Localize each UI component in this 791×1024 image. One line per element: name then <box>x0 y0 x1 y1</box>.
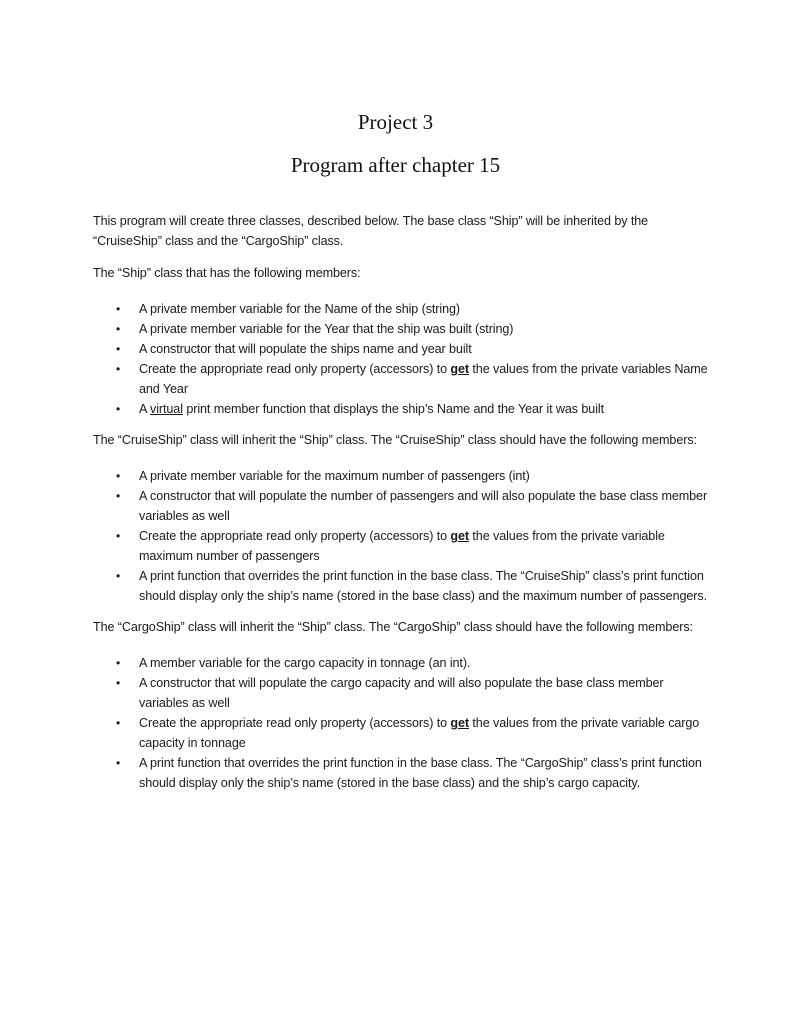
list-item-text-end: the values from the private variable maximum number of passengers <box>139 529 665 563</box>
ship-members-list <box>93 299 713 419</box>
list-item-text-start: Create the appropriate read only property (accessors) to <box>139 529 451 543</box>
list-item <box>93 566 713 606</box>
list-item-text-start: Create the appropriate read only property (accessors) to <box>139 362 451 376</box>
list-item-text: A constructor that will populate the ships name and year built <box>139 342 472 356</box>
list-item-text-end: print member function that displays the ship’s Name and the Year it was built <box>182 402 605 416</box>
list-item <box>93 399 713 419</box>
list-item <box>93 653 713 673</box>
cargo-members-list <box>93 653 713 793</box>
emphasis-virtual: virtual <box>150 402 183 416</box>
list-item-text: A constructor that will populate the cargo capacity and will also populate the base class member variables as well <box>139 676 664 710</box>
bullet-icon: • <box>116 302 121 316</box>
list-item-text-end: the values from the private variable cargo capacity in tonnage <box>139 716 700 750</box>
list-item <box>93 359 713 399</box>
list-item-text-start: Create the appropriate read only property (accessors) to <box>139 716 451 730</box>
list-item-text: A member variable for the cargo capacity in tonnage (an int). <box>139 656 471 670</box>
list-item <box>93 673 713 713</box>
bullet-icon: • <box>116 362 121 376</box>
emphasis-get: get <box>450 529 469 543</box>
bullet-icon: • <box>116 756 121 770</box>
document-body <box>93 211 713 804</box>
ship-section-heading: The “Ship” class that has the following members: <box>93 266 361 280</box>
list-item-text: A print function that overrides the print function in the base class. The “CruiseShip” class’s print function should display only the ship’s name (stored in the base class) and the maximum number of passengers. <box>139 569 707 603</box>
list-item <box>93 753 713 793</box>
page-title: Project 3 <box>357 110 434 134</box>
bullet-icon: • <box>116 469 121 483</box>
cargo-section-heading: The “CargoShip” class will inherit the “Ship” class. The “CargoShip” class should have the following members: <box>93 620 693 634</box>
intro-paragraph: This program will create three classes, described below. The base class “Ship” will be inherited by the “CruiseShip” class and the “CargoShip” class. <box>93 214 649 248</box>
bullet-icon: • <box>116 402 121 416</box>
list-item-text <box>139 529 665 563</box>
emphasis-get: get <box>450 362 469 376</box>
bullet-icon: • <box>116 569 121 583</box>
list-item <box>93 526 713 566</box>
list-item-text: A private member variable for the Year that the ship was built (string) <box>139 322 514 336</box>
bullet-icon: • <box>116 342 121 356</box>
bullet-icon: • <box>116 489 121 503</box>
list-item <box>93 339 713 359</box>
list-item-text: A private member variable for the Name of the ship (string) <box>139 302 460 316</box>
page-subtitle: Program after chapter 15 <box>290 153 501 177</box>
bullet-icon: • <box>116 322 121 336</box>
cruise-members-list <box>93 466 713 606</box>
list-item-text: A private member variable for the maximum number of passengers (int) <box>139 469 530 483</box>
bullet-icon: • <box>116 676 121 690</box>
list-item-text: A constructor that will populate the number of passengers and will also populate the base class member variables as well <box>139 489 708 523</box>
list-item-text-end: the values from the private variables Name and Year <box>139 362 708 396</box>
list-item-text <box>139 402 604 416</box>
list-item <box>93 299 713 319</box>
list-item-text: A print function that overrides the print function in the base class. The “CargoShip” class’s print function should display only the ship’s name (stored in the base class) and the ship’s cargo capacity. <box>139 756 702 790</box>
emphasis-get: get <box>450 716 469 730</box>
list-item <box>93 486 713 526</box>
list-item <box>93 319 713 339</box>
list-item <box>93 466 713 486</box>
cruise-section-heading: The “CruiseShip” class will inherit the “Ship” class. The “CruiseShip” class should have the following members: <box>93 433 697 447</box>
list-item-text <box>139 362 708 396</box>
bullet-icon: • <box>116 529 121 543</box>
list-item <box>93 713 713 753</box>
list-item-text-start: A <box>139 402 151 416</box>
list-item-text <box>139 716 699 750</box>
bullet-icon: • <box>116 656 121 670</box>
bullet-icon: • <box>116 716 121 730</box>
